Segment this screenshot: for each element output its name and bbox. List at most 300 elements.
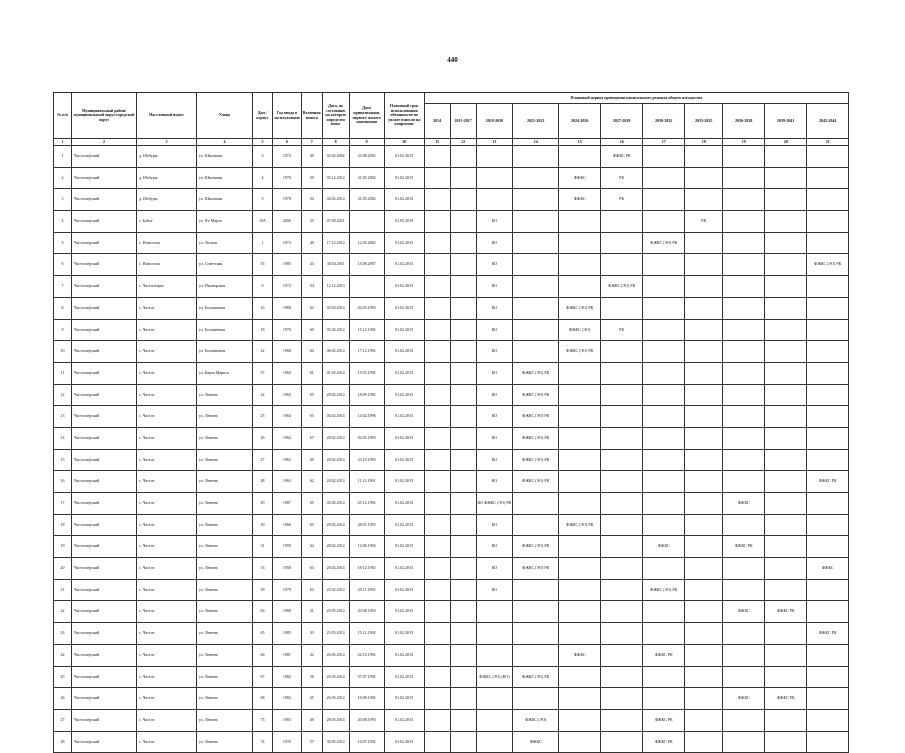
cell-payment-deadline: 01.02.2015 bbox=[384, 167, 424, 189]
page-number: 440 bbox=[447, 56, 458, 64]
cell-payment-deadline: 01.02.2015 bbox=[384, 232, 424, 254]
cell-period bbox=[559, 254, 601, 276]
header-period: 2021-2023 bbox=[513, 104, 559, 139]
cell-number: 3 bbox=[54, 189, 72, 211]
cell-period bbox=[559, 731, 601, 753]
cell-district: Частоозерский bbox=[72, 254, 137, 276]
cell-privatization-date: 31.05.2002 bbox=[349, 167, 384, 189]
cell-locality: с. Частое bbox=[137, 427, 197, 449]
cell-period: КО ФЖКС (ЭО) РК bbox=[476, 493, 513, 515]
cell-payment-deadline: 01.02.2015 bbox=[384, 471, 424, 493]
cell-privatization-date: 15.06.2007 bbox=[349, 254, 384, 276]
cell-locality: с. Частое bbox=[137, 384, 197, 406]
table-row bbox=[54, 666, 849, 688]
table-row bbox=[54, 232, 849, 254]
cell-district: Частоозерский bbox=[72, 536, 137, 558]
cell-year: 1963 bbox=[273, 471, 302, 493]
cell-payment-deadline: 01.02.2015 bbox=[384, 449, 424, 471]
cell-period bbox=[685, 709, 723, 731]
cell-period bbox=[424, 731, 450, 753]
cell-payment-deadline: 01.02.2015 bbox=[384, 146, 424, 168]
table-row bbox=[54, 558, 849, 580]
cell-period bbox=[765, 319, 807, 341]
cell-period: КО bbox=[476, 319, 513, 341]
cell-wear: 33 bbox=[301, 211, 322, 233]
cell-period bbox=[685, 449, 723, 471]
cell-period bbox=[807, 276, 849, 298]
cell-number: 26 bbox=[54, 688, 72, 710]
cell-payment-deadline: 01.02.2015 bbox=[384, 688, 424, 710]
table-row bbox=[54, 211, 849, 233]
cell-wear: 64 bbox=[301, 341, 322, 363]
cell-period bbox=[476, 688, 513, 710]
cell-period: ФЖКС (ЭО) РК bbox=[601, 276, 643, 298]
cell-period bbox=[450, 427, 476, 449]
cell-district: Частоозерский bbox=[72, 384, 137, 406]
cell-period bbox=[513, 297, 559, 319]
cell-period bbox=[424, 514, 450, 536]
cell-locality: с. Частое bbox=[137, 536, 197, 558]
cell-period bbox=[601, 558, 643, 580]
cell-period bbox=[723, 341, 765, 363]
table-row bbox=[54, 189, 849, 211]
cell-period bbox=[559, 471, 601, 493]
cell-period bbox=[765, 362, 807, 384]
cell-district: Частоозерский bbox=[72, 471, 137, 493]
cell-period bbox=[685, 167, 723, 189]
cell-street: ул. Ленина bbox=[197, 688, 253, 710]
cell-period bbox=[685, 362, 723, 384]
cell-year: 1964 bbox=[273, 406, 302, 428]
cell-period bbox=[643, 211, 685, 233]
cell-district: Частоозерский bbox=[72, 276, 137, 298]
cell-period bbox=[685, 601, 723, 623]
cell-street: ул. Ленина bbox=[197, 623, 253, 645]
cell-period bbox=[765, 536, 807, 558]
cell-period bbox=[424, 167, 450, 189]
cell-wear-date: 28.02.2014 bbox=[322, 449, 349, 471]
cell-wear-date: 26.05.2014 bbox=[322, 666, 349, 688]
cell-period bbox=[765, 211, 807, 233]
cell-district: Частоозерский bbox=[72, 341, 137, 363]
column-number: 15 bbox=[559, 139, 601, 146]
header-wear: Величина износа bbox=[301, 93, 322, 139]
cell-locality: с. Частое bbox=[137, 688, 197, 710]
cell-locality: с. Частое bbox=[137, 623, 197, 645]
cell-period bbox=[424, 232, 450, 254]
cell-period: ФЖКС (ЭО) РК bbox=[559, 341, 601, 363]
cell-period bbox=[424, 558, 450, 580]
cell-period bbox=[513, 254, 559, 276]
cell-period bbox=[601, 644, 643, 666]
cell-year: 1963 bbox=[273, 449, 302, 471]
cell-year: 1982 bbox=[273, 688, 302, 710]
cell-house: 3 bbox=[253, 146, 273, 168]
cell-period bbox=[601, 666, 643, 688]
cell-wear-date: 28.02.2014 bbox=[322, 558, 349, 580]
column-number: 2 bbox=[72, 139, 137, 146]
cell-period bbox=[685, 254, 723, 276]
cell-period bbox=[765, 449, 807, 471]
cell-year: 1968 bbox=[273, 341, 302, 363]
cell-street: ул. Ленина bbox=[197, 406, 253, 428]
cell-locality: д. Шебуры bbox=[137, 167, 197, 189]
cell-locality: с. Частое bbox=[137, 601, 197, 623]
cell-period: КО bbox=[476, 536, 513, 558]
cell-street: ул. Карла Маркса bbox=[197, 362, 253, 384]
header-year: Год ввода в эксплуатацию bbox=[273, 93, 302, 139]
cell-number: 12 bbox=[54, 384, 72, 406]
cell-period bbox=[643, 427, 685, 449]
table-row bbox=[54, 406, 849, 428]
cell-year: 1985 bbox=[273, 254, 302, 276]
table-row bbox=[54, 644, 849, 666]
cell-year: 1959 bbox=[273, 536, 302, 558]
cell-period bbox=[424, 449, 450, 471]
column-number: 4 bbox=[197, 139, 253, 146]
cell-locality: с. Частое bbox=[137, 709, 197, 731]
cell-period: ФЖКС (ЭО) РК bbox=[559, 514, 601, 536]
cell-period: КО bbox=[476, 579, 513, 601]
cell-period bbox=[685, 297, 723, 319]
cell-period bbox=[559, 579, 601, 601]
cell-house: 37 bbox=[253, 362, 273, 384]
cell-wear-date: 05.12.2014 bbox=[322, 167, 349, 189]
cell-period bbox=[476, 601, 513, 623]
cell-number: 7 bbox=[54, 276, 72, 298]
cell-period bbox=[450, 341, 476, 363]
cell-district: Частоозерский bbox=[72, 579, 137, 601]
cell-period bbox=[424, 362, 450, 384]
cell-period bbox=[424, 427, 450, 449]
cell-period bbox=[424, 601, 450, 623]
cell-period bbox=[765, 731, 807, 753]
table-row bbox=[54, 536, 849, 558]
cell-payment-deadline: 01.02.2015 bbox=[384, 427, 424, 449]
cell-payment-deadline: 01.05.2019 bbox=[384, 211, 424, 233]
cell-period: ФЖКС (ЭО) bbox=[513, 709, 559, 731]
cell-period: ФЖКС (ЭО) РК bbox=[643, 579, 685, 601]
cell-period bbox=[685, 427, 723, 449]
cell-period bbox=[450, 384, 476, 406]
cell-period bbox=[424, 254, 450, 276]
table-row bbox=[54, 514, 849, 536]
cell-period bbox=[513, 644, 559, 666]
cell-payment-deadline: 01.02.2015 bbox=[384, 558, 424, 580]
cell-period bbox=[601, 579, 643, 601]
cell-period bbox=[424, 666, 450, 688]
capital-repair-table bbox=[53, 92, 849, 753]
cell-number: 2 bbox=[54, 167, 72, 189]
cell-period bbox=[601, 709, 643, 731]
table-row bbox=[54, 319, 849, 341]
cell-period: КО bbox=[476, 254, 513, 276]
cell-district: Частоозерский bbox=[72, 601, 137, 623]
cell-privatization-date: 16.08.1992 bbox=[349, 688, 384, 710]
cell-locality: с. Частое bbox=[137, 493, 197, 515]
cell-period bbox=[807, 666, 849, 688]
cell-period bbox=[424, 211, 450, 233]
cell-district: Частоозерский bbox=[72, 362, 137, 384]
cell-wear-date: 02.02.2002 bbox=[322, 146, 349, 168]
cell-privatization-date: 25.12.1992 bbox=[349, 493, 384, 515]
cell-period: КО bbox=[476, 297, 513, 319]
cell-locality: д. Шебуры bbox=[137, 146, 197, 168]
cell-locality: с. Новоселы bbox=[137, 232, 197, 254]
cell-period bbox=[807, 449, 849, 471]
cell-period bbox=[513, 146, 559, 168]
cell-period bbox=[424, 644, 450, 666]
cell-period bbox=[643, 514, 685, 536]
cell-period bbox=[450, 579, 476, 601]
cell-locality: с. Частоозерье bbox=[137, 276, 197, 298]
cell-payment-deadline: 01.02.2015 bbox=[384, 644, 424, 666]
table-row bbox=[54, 427, 849, 449]
cell-wear-date: 06.02.2014 bbox=[322, 341, 349, 363]
cell-locality: с. Частое bbox=[137, 579, 197, 601]
column-number: 3 bbox=[137, 139, 197, 146]
cell-district: Частоозерский bbox=[72, 493, 137, 515]
cell-period: ФЖКС (ЭО) РК bbox=[513, 666, 559, 688]
cell-period bbox=[765, 384, 807, 406]
cell-period bbox=[765, 709, 807, 731]
cell-period bbox=[765, 406, 807, 428]
cell-period bbox=[765, 146, 807, 168]
cell-period: ФЖКС РК bbox=[807, 623, 849, 645]
cell-district: Частоозерский bbox=[72, 189, 137, 211]
cell-period: ФЖКС (ЭО) РК bbox=[807, 254, 849, 276]
header-period: 2033-2035 bbox=[685, 104, 723, 139]
cell-period bbox=[765, 254, 807, 276]
cell-period bbox=[513, 189, 559, 211]
column-number: 16 bbox=[601, 139, 643, 146]
cell-period bbox=[450, 493, 476, 515]
cell-house: 18 bbox=[253, 319, 273, 341]
cell-privatization-date: 15.03.1992 bbox=[349, 362, 384, 384]
cell-period bbox=[601, 493, 643, 515]
cell-payment-deadline: 01.02.2015 bbox=[384, 731, 424, 753]
cell-period bbox=[807, 601, 849, 623]
cell-payment-deadline: 01.02.2015 bbox=[384, 601, 424, 623]
cell-period bbox=[643, 384, 685, 406]
cell-period bbox=[450, 601, 476, 623]
cell-period bbox=[601, 362, 643, 384]
cell-wear: 63 bbox=[301, 558, 322, 580]
column-number: 1 bbox=[54, 139, 72, 146]
cell-locality: с. Частое bbox=[137, 514, 197, 536]
cell-wear-date: 28.02.2014 bbox=[322, 536, 349, 558]
cell-wear-date: 25.02.2014 bbox=[322, 579, 349, 601]
table-row bbox=[54, 601, 849, 623]
cell-period bbox=[765, 623, 807, 645]
cell-district: Частоозерский bbox=[72, 558, 137, 580]
cell-period bbox=[513, 623, 559, 645]
table-row bbox=[54, 167, 849, 189]
cell-period bbox=[424, 406, 450, 428]
cell-locality: с. Частое bbox=[137, 558, 197, 580]
cell-street: ул. Ленина bbox=[197, 514, 253, 536]
cell-period bbox=[723, 362, 765, 384]
cell-period bbox=[513, 232, 559, 254]
cell-district: Частоозерский bbox=[72, 731, 137, 753]
cell-house: 27 bbox=[253, 449, 273, 471]
cell-payment-deadline: 01.02.2015 bbox=[384, 341, 424, 363]
cell-period bbox=[685, 276, 723, 298]
cell-period bbox=[476, 189, 513, 211]
cell-period bbox=[723, 449, 765, 471]
cell-period: ФЖКС РК bbox=[643, 709, 685, 731]
cell-period bbox=[723, 297, 765, 319]
cell-number: 5 bbox=[54, 232, 72, 254]
table-row bbox=[54, 384, 849, 406]
cell-period bbox=[513, 276, 559, 298]
cell-house: 28 bbox=[253, 471, 273, 493]
cell-locality: с. Бабье bbox=[137, 211, 197, 233]
cell-payment-deadline: 01.02.2015 bbox=[384, 189, 424, 211]
cell-wear-date: 28.02.2014 bbox=[322, 471, 349, 493]
cell-locality: с. Частое bbox=[137, 666, 197, 688]
cell-wear: 63 bbox=[301, 514, 322, 536]
cell-period bbox=[723, 211, 765, 233]
cell-period: ФЖКС (ЭО) bbox=[559, 319, 601, 341]
cell-number: 14 bbox=[54, 427, 72, 449]
cell-period: КО bbox=[476, 276, 513, 298]
cell-period bbox=[685, 536, 723, 558]
cell-wear-date: 30.04.2011 bbox=[322, 254, 349, 276]
cell-period bbox=[723, 406, 765, 428]
cell-privatization-date: 28.01.1993 bbox=[349, 514, 384, 536]
cell-number: 9 bbox=[54, 319, 72, 341]
cell-period: ФЖКС РК bbox=[601, 146, 643, 168]
cell-period: ФЖКС bbox=[513, 731, 559, 753]
cell-street: ул. Школьная bbox=[197, 146, 253, 168]
cell-street: ул. Школьная bbox=[197, 189, 253, 211]
cell-year: 1979 bbox=[273, 579, 302, 601]
cell-privatization-date: 12.06.1994 bbox=[349, 536, 384, 558]
cell-house: 74 bbox=[253, 731, 273, 753]
cell-period bbox=[643, 276, 685, 298]
cell-period: ФЖКС (ЭО) РК bbox=[559, 297, 601, 319]
cell-wear: 43 bbox=[301, 254, 322, 276]
cell-period bbox=[723, 709, 765, 731]
cell-privatization-date: 18.09.1992 bbox=[349, 384, 384, 406]
cell-period bbox=[559, 558, 601, 580]
cell-period bbox=[424, 493, 450, 515]
cell-number: 24 bbox=[54, 644, 72, 666]
cell-period bbox=[723, 167, 765, 189]
cell-privatization-date: 20.08.1993 bbox=[349, 601, 384, 623]
cell-period bbox=[765, 514, 807, 536]
cell-period bbox=[685, 493, 723, 515]
cell-period bbox=[765, 471, 807, 493]
cell-district: Частоозерский bbox=[72, 709, 137, 731]
cell-district: Частоозерский bbox=[72, 514, 137, 536]
cell-period bbox=[559, 623, 601, 645]
cell-period bbox=[424, 189, 450, 211]
cell-privatization-date: 15.12.1992 bbox=[349, 623, 384, 645]
cell-period bbox=[450, 406, 476, 428]
cell-period: ФЖКС РК bbox=[643, 731, 685, 753]
cell-period: ФЖКС bbox=[559, 167, 601, 189]
cell-year: 1972 bbox=[273, 276, 302, 298]
header-period: 2027-2029 bbox=[601, 104, 643, 139]
cell-period bbox=[513, 211, 559, 233]
cell-period bbox=[559, 493, 601, 515]
cell-period: ФЖКС (ЭО) (КО) bbox=[476, 666, 513, 688]
cell-wear: 43 bbox=[301, 623, 322, 645]
table-row bbox=[54, 297, 849, 319]
cell-period bbox=[424, 709, 450, 731]
cell-payment-deadline: 01.02.2015 bbox=[384, 384, 424, 406]
cell-wear-date: 28.02.2014 bbox=[322, 384, 349, 406]
table-row bbox=[54, 276, 849, 298]
cell-period bbox=[685, 623, 723, 645]
cell-wear-date: 28.05.2014 bbox=[322, 709, 349, 731]
cell-period bbox=[765, 666, 807, 688]
cell-period bbox=[559, 688, 601, 710]
cell-period bbox=[723, 189, 765, 211]
cell-wear-date: 30.05.2014 bbox=[322, 731, 349, 753]
cell-period bbox=[643, 297, 685, 319]
cell-period bbox=[765, 558, 807, 580]
cell-payment-deadline: 01.02.2015 bbox=[384, 319, 424, 341]
cell-privatization-date: 02.03.1993 bbox=[349, 297, 384, 319]
cell-locality: с. Частое bbox=[137, 319, 197, 341]
cell-period bbox=[765, 297, 807, 319]
cell-number: 17 bbox=[54, 493, 72, 515]
cell-wear: 54 bbox=[301, 189, 322, 211]
cell-street: ул. Ленина bbox=[197, 384, 253, 406]
cell-period bbox=[643, 254, 685, 276]
cell-payment-deadline: 01.02.2015 bbox=[384, 623, 424, 645]
cell-house: 25 bbox=[253, 406, 273, 428]
cell-wear: 54 bbox=[301, 276, 322, 298]
cell-district: Частоозерский bbox=[72, 297, 137, 319]
cell-district: Частоозерский bbox=[72, 319, 137, 341]
cell-period bbox=[807, 319, 849, 341]
cell-locality: с. Частое bbox=[137, 297, 197, 319]
cell-period bbox=[685, 579, 723, 601]
cell-period bbox=[723, 623, 765, 645]
cell-period bbox=[559, 406, 601, 428]
cell-wear-date: 01.02.2014 bbox=[322, 362, 349, 384]
cell-period bbox=[424, 146, 450, 168]
cell-period bbox=[723, 232, 765, 254]
cell-period bbox=[685, 341, 723, 363]
cell-period: ФЖКС (ЭО) РК bbox=[513, 471, 559, 493]
cell-period: РК bbox=[601, 319, 643, 341]
cell-period bbox=[450, 688, 476, 710]
cell-privatization-date: 11.12.1991 bbox=[349, 471, 384, 493]
cell-period bbox=[723, 276, 765, 298]
cell-payment-deadline: 01.02.2015 bbox=[384, 536, 424, 558]
cell-house: 29 bbox=[253, 493, 273, 515]
cell-payment-deadline: 01.02.2015 bbox=[384, 276, 424, 298]
cell-number: 8 bbox=[54, 297, 72, 319]
cell-period bbox=[765, 579, 807, 601]
cell-street: ул. Ленина bbox=[197, 449, 253, 471]
cell-year: 1970 bbox=[273, 319, 302, 341]
cell-street: ул. Лесная bbox=[197, 232, 253, 254]
cell-period bbox=[765, 644, 807, 666]
cell-street: ул. Ленина bbox=[197, 666, 253, 688]
cell-period: ФЖКС РК bbox=[765, 688, 807, 710]
cell-house: 33 bbox=[253, 558, 273, 580]
cell-street: ул. Ленина bbox=[197, 493, 253, 515]
cell-period bbox=[476, 146, 513, 168]
cell-period bbox=[807, 232, 849, 254]
cell-wear-date: 17.12.2014 bbox=[322, 232, 349, 254]
